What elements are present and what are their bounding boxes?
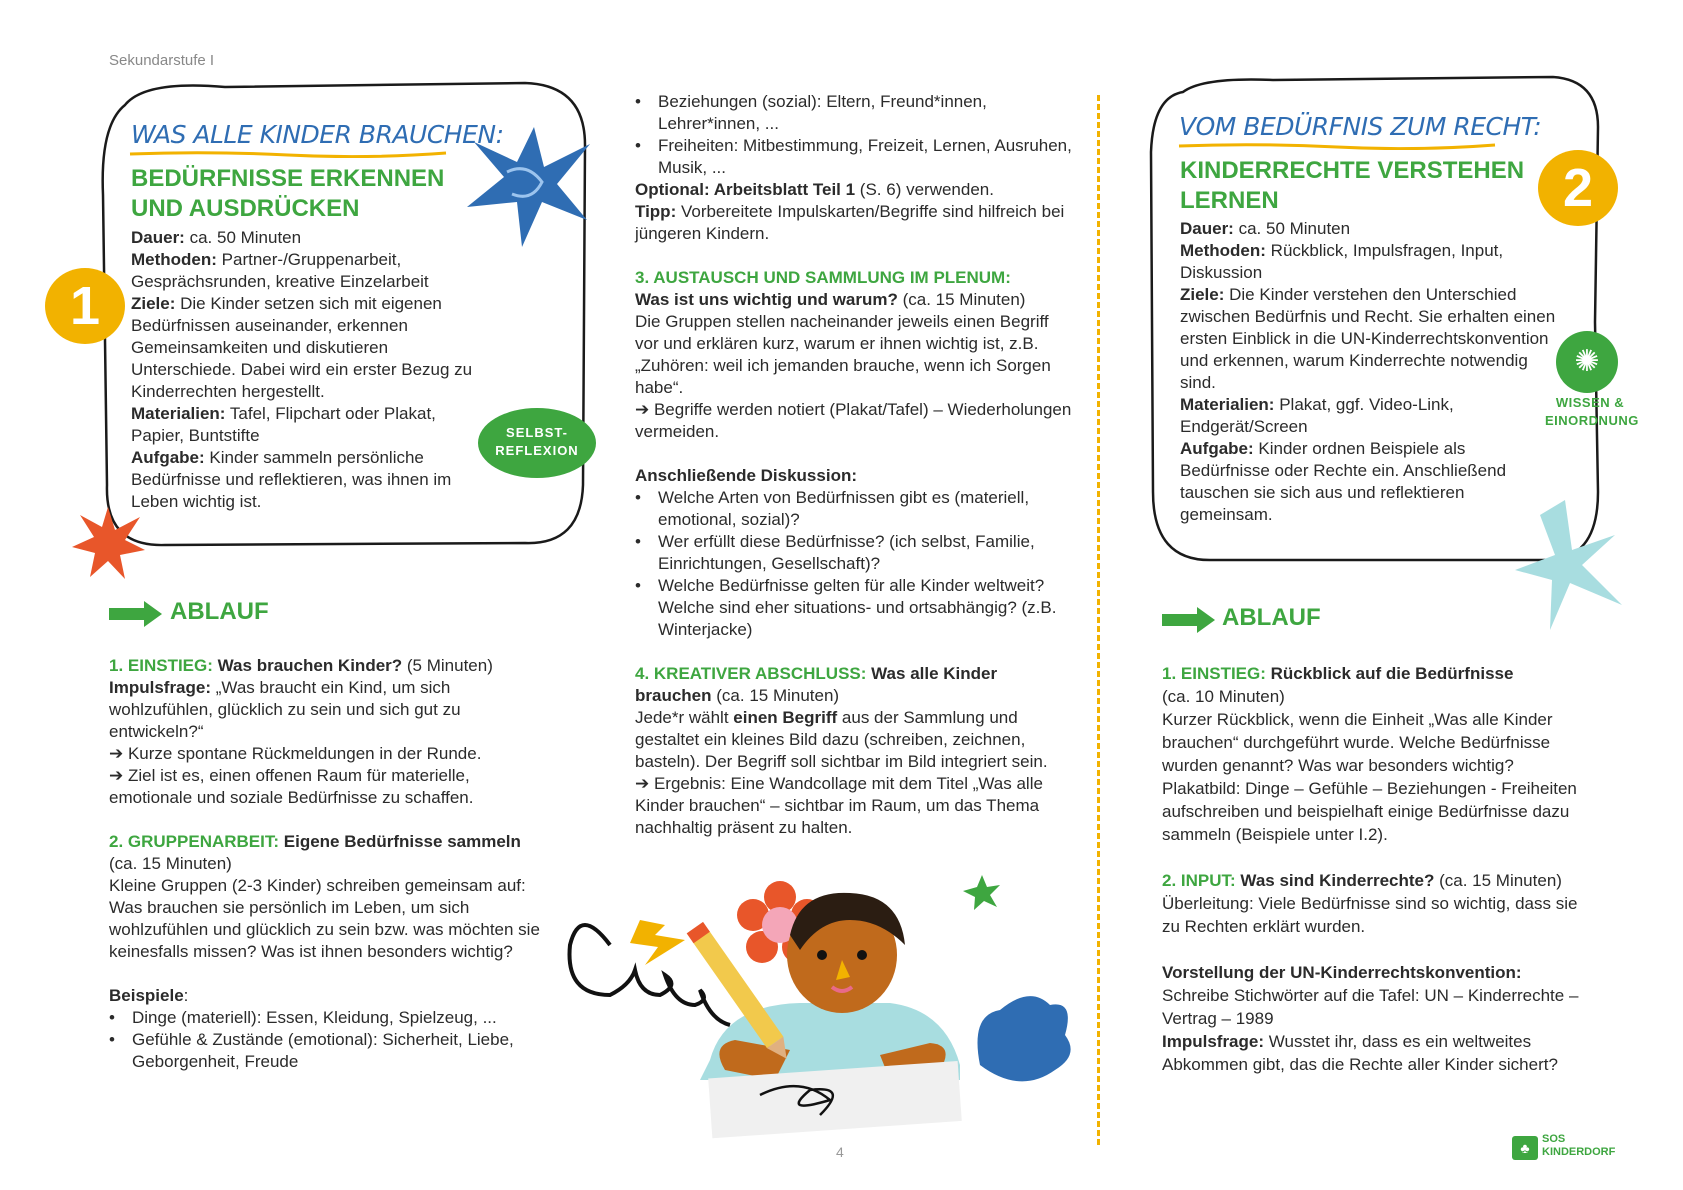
page-number: 4 (836, 1144, 844, 1160)
list-item: • Welche Bedürfnisse gelten für alle Kinder weltweit? Welche sind eher situations- und ortsabhängig? (z.B. Winterjacke) (658, 575, 1075, 641)
unit2-title-underline (1177, 142, 1497, 150)
unit1-steps: 1. EINSTIEG: Was brauchen Kinder? (5 Minuten) Impulsfrage: „Was braucht ein Kind, um sich wohlzufühlen, glücklich zu sein und sich gut zu entwickeln?“ ➔ Kurze spontane Rückmeldungen in der Runde. ➔ Ziel ist es, einen offenen Raum für materielle, emotionale und soziale Bedürfnisse zu schaffen. 2. GRUPPENARBEIT: Eigene Bedürfnisse sammeln (ca. 15 Minuten) Kleine Gruppen (2-3 Kinder) schreiben gemeinsam auf: Was brauchen sie persönlich im Leben, um sich wohlzufühlen und glücklich zu sein bzw. was möchten sie keinesfalls missen? Was ist ihnen besonders wichtig? Beispiele: • Dinge (materiell): Essen, Kleidung, Spielzeug, ... • Gefühle & Zustände (emotional): Sicherheit, Liebe, Geborgenheit, Freude (109, 655, 549, 1073)
unit1-beispiele-list (109, 1007, 549, 1073)
middle-column: • Beziehungen (sozial): Eltern, Freund*innen, Lehrer*innen, ... • Freiheiten: Mitbestimmung, Freizeit, Lernen, Ausruhen, Musik, ... Optional: Arbeitsblatt Teil 1 (S. 6) verwenden. Tipp: Vorbereitete Impulskarten/Begriffe sind hilfreich bei jüngeren Kindern. 3. AUSTAUSCH UND SAMMLUNG IM PLENUM: Was ist uns wichtig und warum? (ca. 15 Minuten) Die Gruppen stellen nacheinander jeweils einen Begriff vor und erklären kurz, warum er ihnen wichtig ist, z.B. „Zuhören: weil ich jemanden brauche, wenn ich Sorgen habe“. ➔ Begriffe werden notiert (Plakat/Tafel) – Wiederholungen vermeiden. Anschließende Diskussion: • Welche Arten von Bedürfnissen gibt es (materiell, emotional, sozial)? • Wer erfüllt diese Bedürfnisse? (ich selbst, Familie, Einrichtungen, Gesellschaft)? • Welche Bedürfnisse gelten für alle Kinder weltweit? Welche sind eher situations- und ortsabhängig? (z.B. Winterjacke) 4. KREATIVER ABSCHLUSS: Was alle Kinder brauchen (ca. 15 Minuten) Jede*r wählt einen Begriff aus der Sammlung und gestaltet ein kleines Bild dazu (schreiben, zeichnen, basteln). Der Begriff soll sichtbar im Bild integriert sein. ➔ Ergebnis: Eine Wandcollage mit dem Titel „Was alle Kinder brauchen“ – sichtbar im Raum, um das Thema nachhaltig präsent zu halten. (635, 91, 1075, 839)
unit2-number-badge: 2 (1538, 150, 1618, 226)
middle-bullets (635, 91, 1075, 179)
list-item: • Freiheiten: Mitbestimmung, Freizeit, Lernen, Ausruhen, Musik, ... (658, 135, 1075, 179)
list-item: • Gefühle & Zustände (emotional): Sicherheit, Liebe, Geborgenheit, Freude (132, 1029, 549, 1073)
sos-kinderdorf-logo: SOS KINDERDORF (1542, 1133, 1616, 1158)
unit1-number-badge: 1 (45, 268, 125, 344)
column-divider (1097, 95, 1100, 1145)
diskussion-list (635, 487, 1075, 641)
ablauf-arrow-head (1197, 607, 1215, 633)
unit1-ablauf-heading: ABLAUF (170, 598, 269, 625)
ablauf-arrow-icon (109, 608, 145, 620)
list-item: • Welche Arten von Bedürfnissen gibt es (materiell, emotional, sozial)? (658, 487, 1075, 531)
unit1-hand-title: WAS ALLE KINDER BRAUCHEN: (131, 120, 504, 149)
ablauf-arrow-icon (1162, 614, 1198, 626)
list-item: • Beziehungen (sozial): Eltern, Freund*innen, Lehrer*innen, ... (658, 91, 1075, 135)
unit1-reflexion-badge: SELBST- REFLEXION (478, 408, 596, 478)
unit2-details: Dauer: ca. 50 Minuten Methoden: Rückblick, Impulsfragen, Input, Diskussion Ziele: Die Kinder verstehen den Unterschied zwischen Bedürfnis und Recht. Sie erhalten einen ersten Einblick in die UN-Kinderrechtskonvention und erkennen, warum Kinderrechte notwendig sind. Materialien: Plakat, ggf. Video-Link, Endgerät/Screen Aufgabe: Kinder ordnen Beispiele als Bedürfnisse oder Rechte ein. Anschließend tauschen sie sich aus und reflektieren gemeinsam. (1180, 219, 1556, 524)
list-item: • Wer erfüllt diese Bedürfnisse? (ich selbst, Familie, Einrichtungen, Gesellschaft)? (658, 531, 1075, 575)
unit2-hand-title: VOM BEDÜRFNIS ZUM RECHT: (1179, 112, 1542, 141)
page-header: Sekundarstufe I (109, 52, 215, 69)
orange-star-decoration (70, 505, 146, 581)
unit1-details: Dauer: ca. 50 Minuten Methoden: Partner-/Gruppenarbeit, Gesprächsrunden, kreative Einzelarbeit Ziele: Die Kinder setzen sich mit eigenen Bedürfnissen auseinander, erkennen Gemeinsamkeiten und diskutieren Unterschiede. Dabei wird ein erster Bezug zu Kinderrechten hergestellt. Materialien: Tafel, Flipchart oder Plakat, Papier, Buntstifte Aufgabe: Kinder sammeln persönliche Bedürfnisse und reflektieren, was ihnen im Leben wichtig ist. (131, 228, 473, 511)
unit2-steps: 1. EINSTIEG: Rückblick auf die Bedürfnisse (ca. 10 Minuten) Kurzer Rückblick, wenn die Einheit „Was alle Kinder brauchen“ durchgeführt wurde. Welche Bedürfnisse wurden genannt? Was war besonders wichtig? Plakatbild: Dinge – Gefühle – Beziehungen - Freiheiten aufschreiben und beispielhaft einige Bedürfnisse dazu sammeln (Beispiele unter I.2). 2. INPUT: Was sind Kinderrechte? (ca. 15 Minuten) Überleitung: Viele Bedürfnisse sind so wichtig, dass sie zu Rechten erklärt wurden. Vorstellung der UN-Kinderrechtskonvention: Schreibe Stichwörter auf die Tafel: UN – Kinderrechte – Vertrag – 1989 Impulsfrage: Wusstet ihr, dass es ein weltweites Abkommen gibt, das die Rechte aller Kinder sichert? (1162, 664, 1579, 1074)
unit2-title: KINDERRECHTE VERSTEHEN LERNEN (1180, 157, 1525, 214)
list-item: • Dinge (materiell): Essen, Kleidung, Spielzeug, ... (132, 1007, 549, 1029)
unit2-wissen-badge: WISSEN & EINORDNUNG (1545, 395, 1639, 428)
sos-kinderdorf-logo-icon: ♣ (1512, 1136, 1538, 1160)
lightbulb-icon: ✺ (1556, 331, 1618, 393)
child-drawing-illustration (560, 865, 1080, 1140)
ablauf-arrow-head (144, 601, 162, 627)
unit1-title: BEDÜRFNISSE ERKENNEN UND AUSDRÜCKEN (131, 165, 445, 222)
unit2-ablauf-heading: ABLAUF (1222, 604, 1321, 631)
unit1-title-underline (128, 150, 448, 158)
